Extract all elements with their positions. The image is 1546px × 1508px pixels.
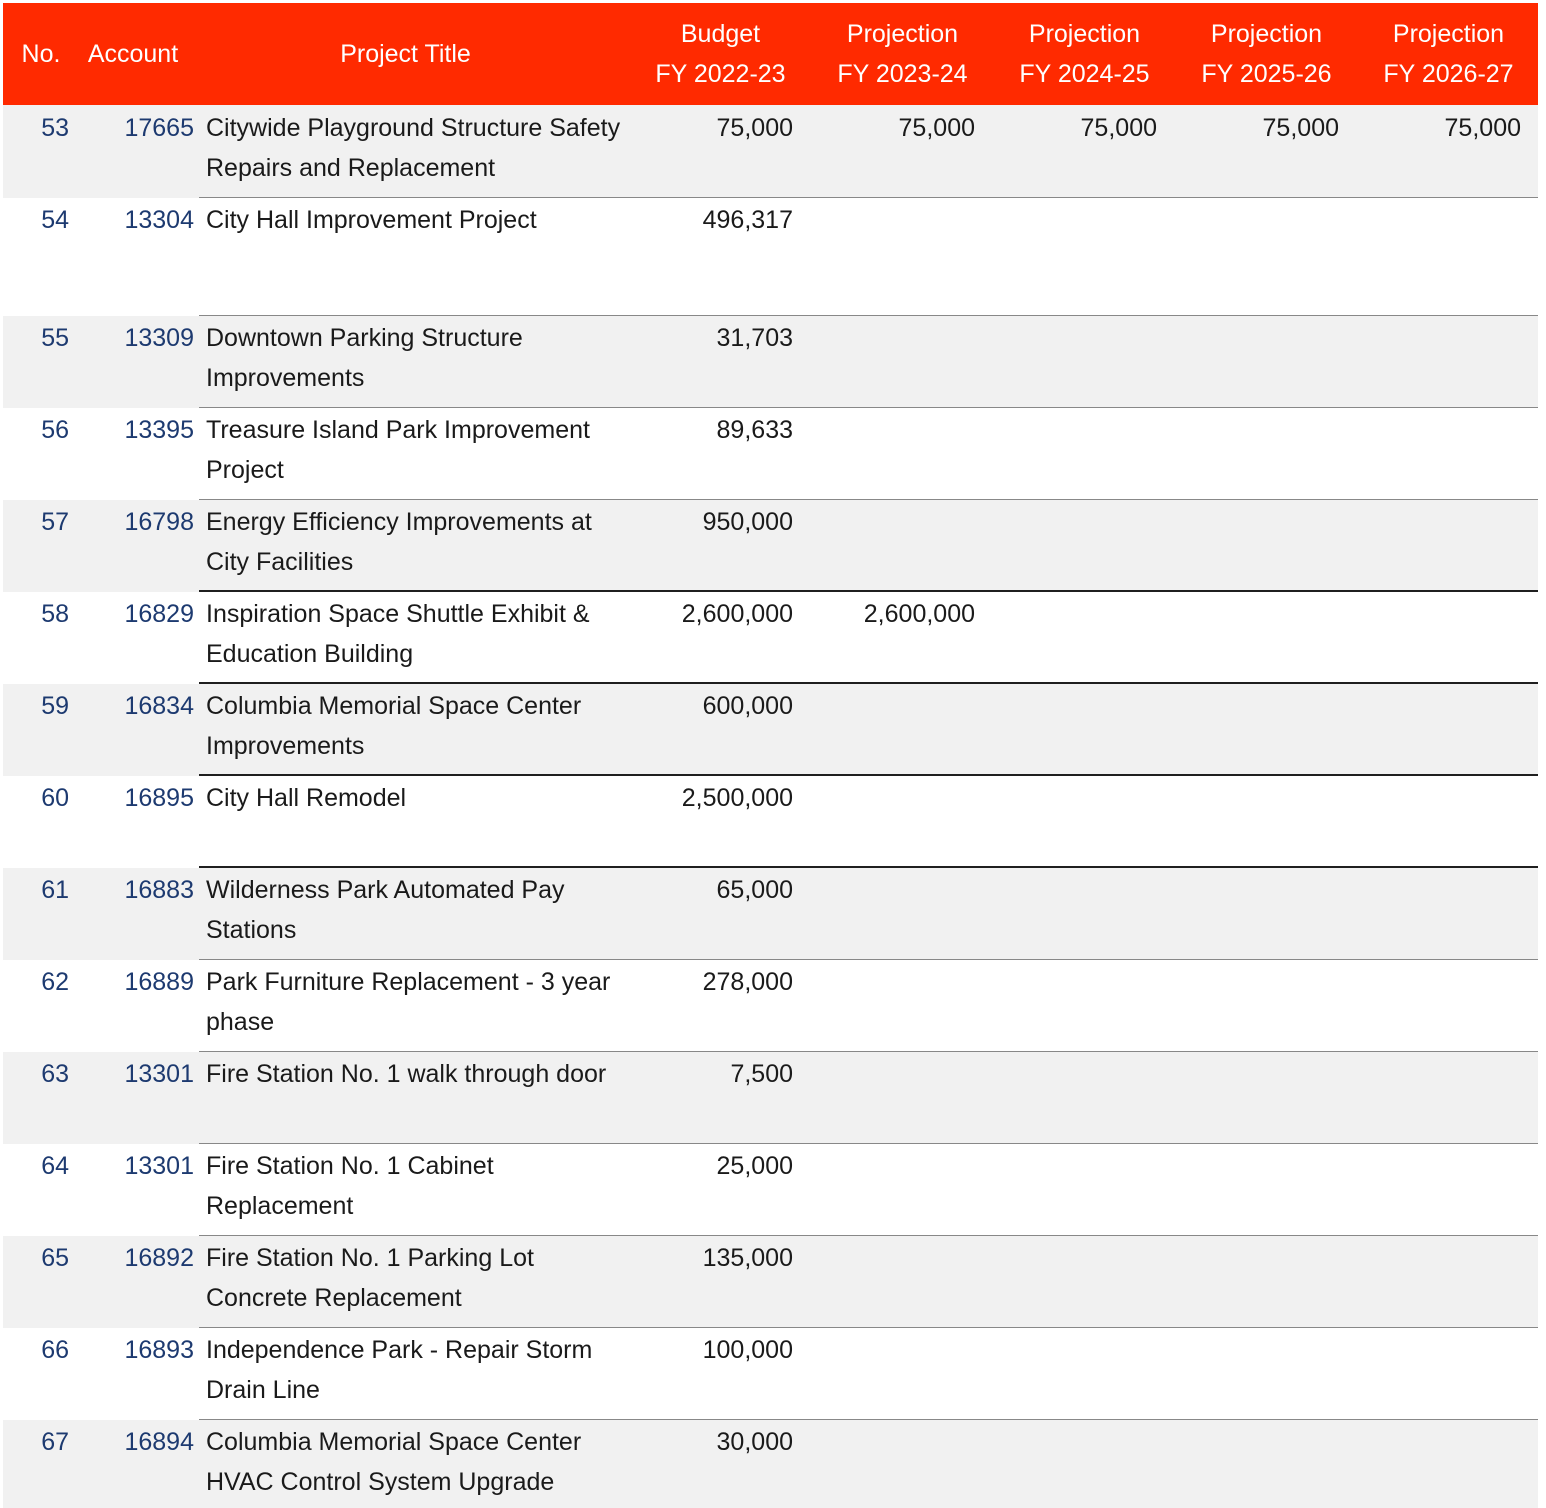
budget-fy-2022-23: 278,000	[702, 968, 793, 996]
project-title: Energy Efficiency Improvements at City Facilities	[206, 508, 592, 576]
table-row	[3, 198, 1538, 316]
account-number: 16892	[124, 1244, 194, 1272]
budget-fy-2022-23: 496,317	[702, 206, 793, 234]
table-body	[3, 105, 1538, 1508]
projection-fy-2024-25: 75,000	[1080, 114, 1157, 142]
account-number: 16883	[124, 876, 194, 904]
project-title: Fire Station No. 1 Cabinet Replacement	[206, 1152, 494, 1220]
table-row	[3, 868, 1538, 960]
table-row	[3, 1420, 1538, 1508]
budget-fy-2022-23: 31,703	[716, 324, 793, 352]
row-number: 63	[41, 1060, 69, 1088]
row-number: 67	[41, 1428, 69, 1456]
project-title: Columbia Memorial Space Center Improvements	[206, 692, 582, 760]
budget-fy-2022-23: 75,000	[716, 114, 793, 142]
table-row	[3, 408, 1538, 500]
budget-fy-2022-23: 65,000	[716, 876, 793, 904]
header-no: No.	[21, 40, 61, 68]
header-account: Account	[87, 40, 179, 68]
table-row	[3, 1236, 1538, 1328]
table-row	[3, 960, 1538, 1052]
row-number: 53	[41, 114, 69, 142]
account-number: 16895	[124, 784, 194, 812]
row-number: 61	[41, 876, 69, 904]
account-number: 16798	[124, 508, 194, 536]
budget-fy-2022-23: 950,000	[702, 508, 793, 536]
table-row	[3, 1144, 1538, 1236]
account-number: 13395	[124, 416, 194, 444]
project-title: Columbia Memorial Space Center HVAC Control System Upgrade	[206, 1428, 582, 1496]
header-projection-3-label: Projection	[1210, 20, 1323, 48]
project-title: Fire Station No. 1 walk through door	[206, 1060, 607, 1088]
project-title: Inspiration Space Shuttle Exhibit & Education Building	[206, 600, 590, 668]
row-number: 62	[41, 968, 69, 996]
row-number: 59	[41, 692, 69, 720]
project-title: Downtown Parking Structure Improvements	[206, 324, 523, 392]
table-row	[3, 684, 1538, 776]
account-number: 16893	[124, 1336, 194, 1364]
row-number: 56	[41, 416, 69, 444]
project-title: Citywide Playground Structure Safety Repairs and Replacement	[206, 114, 621, 182]
table-row	[3, 105, 1538, 198]
account-number: 16889	[124, 968, 194, 996]
row-number: 58	[41, 600, 69, 628]
table-row	[3, 316, 1538, 408]
header-projection-4-label: Projection	[1392, 20, 1505, 48]
account-number: 13301	[124, 1152, 194, 1180]
row-number: 60	[41, 784, 69, 812]
row-number: 55	[41, 324, 69, 352]
account-number: 13304	[124, 206, 194, 234]
table-row	[3, 776, 1538, 868]
row-number: 54	[41, 206, 69, 234]
row-number: 64	[41, 1152, 69, 1180]
row-number: 66	[41, 1336, 69, 1364]
projection-fy-2023-24: 75,000	[898, 114, 975, 142]
project-title: Wilderness Park Automated Pay Stations	[206, 876, 565, 944]
budget-fy-2022-23: 2,500,000	[681, 784, 793, 812]
table-row	[3, 500, 1538, 592]
header-projection-4-year: FY 2026-27	[1383, 60, 1514, 88]
account-number: 13301	[124, 1060, 194, 1088]
project-title: Park Furniture Replacement - 3 year phase	[206, 968, 611, 1036]
header-projection-2-label: Projection	[1028, 20, 1141, 48]
budget-fy-2022-23: 89,633	[716, 416, 793, 444]
header-projection-1-label: Projection	[846, 20, 959, 48]
account-number: 16834	[124, 692, 194, 720]
project-title: Fire Station No. 1 Parking Lot Concrete Replacement	[206, 1244, 534, 1312]
header-projection-3-year: FY 2025-26	[1201, 60, 1332, 88]
budget-fy-2022-23: 100,000	[702, 1336, 793, 1364]
budget-table	[3, 3, 1538, 1508]
table-row	[3, 1328, 1538, 1420]
account-number: 17665	[124, 114, 194, 142]
header-budget-year: FY 2022-23	[655, 60, 786, 88]
account-number: 16894	[124, 1428, 194, 1456]
account-number: 13309	[124, 324, 194, 352]
projection-fy-2026-27: 75,000	[1444, 114, 1521, 142]
table-row	[3, 1052, 1538, 1144]
projection-fy-2023-24: 2,600,000	[863, 600, 975, 628]
budget-fy-2022-23: 7,500	[730, 1060, 793, 1088]
project-title: City Hall Remodel	[206, 784, 407, 812]
project-title: Treasure Island Park Improvement Project	[206, 416, 590, 484]
table-header	[3, 3, 1538, 105]
account-number: 16829	[124, 600, 194, 628]
project-title: Independence Park - Repair Storm Drain Line	[206, 1336, 593, 1404]
budget-fy-2022-23: 2,600,000	[681, 600, 793, 628]
table-row	[3, 592, 1538, 684]
header-budget-label: Budget	[680, 20, 761, 48]
budget-fy-2022-23: 30,000	[716, 1428, 793, 1456]
header-projection-1-year: FY 2023-24	[837, 60, 968, 88]
row-number: 57	[41, 508, 69, 536]
projection-fy-2025-26: 75,000	[1262, 114, 1339, 142]
header-projection-2-year: FY 2024-25	[1019, 60, 1150, 88]
budget-fy-2022-23: 135,000	[702, 1244, 793, 1272]
row-number: 65	[41, 1244, 69, 1272]
budget-fy-2022-23: 25,000	[716, 1152, 793, 1180]
budget-fy-2022-23: 600,000	[702, 692, 793, 720]
header-project-title: Project Title	[340, 40, 471, 68]
project-title: City Hall Improvement Project	[206, 206, 537, 234]
